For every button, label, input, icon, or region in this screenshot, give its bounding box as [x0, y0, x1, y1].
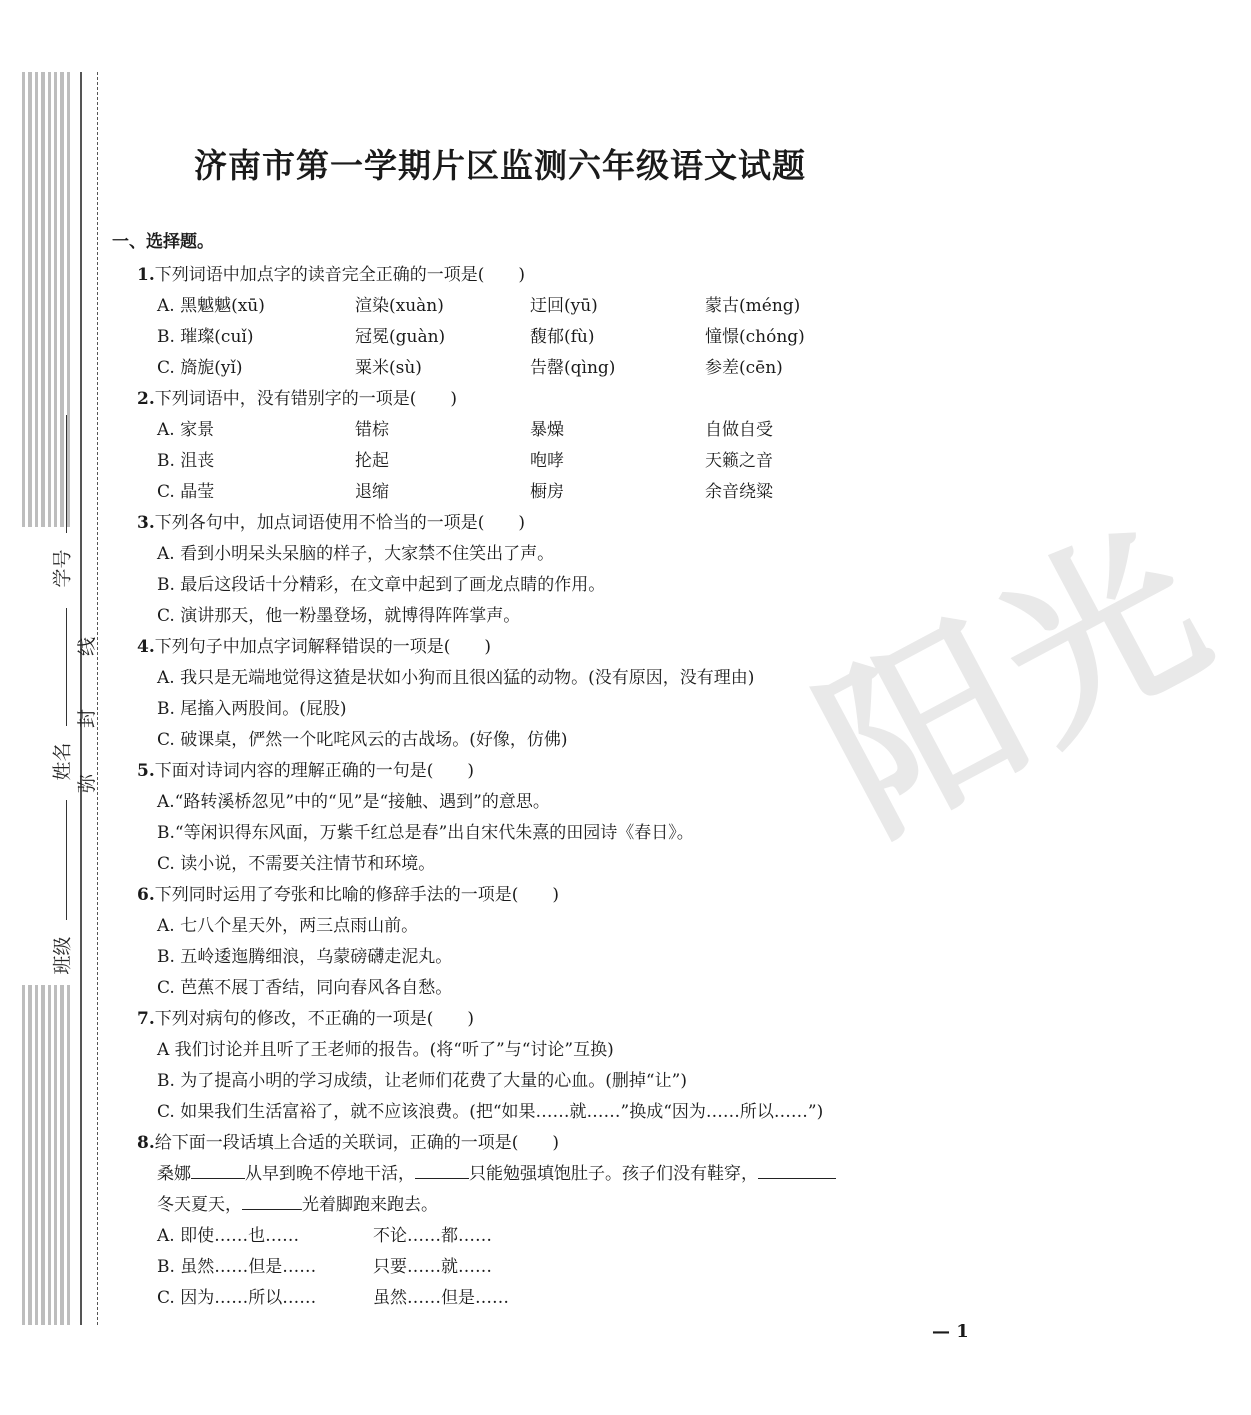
q4-option-a[interactable]: A. 我只是无端地觉得这猹是状如小狗而且很凶猛的动物。(没有原因，没有理由)	[157, 668, 755, 688]
cut-line-char-2: 封	[76, 708, 99, 729]
page-title: 济南市第一学期片区监测六年级语文试题	[194, 146, 806, 185]
name-label: 姓名	[51, 742, 74, 781]
q6-option-b[interactable]: B. 五岭逶迤腾细浪，乌蒙磅礴走泥丸。	[157, 947, 453, 967]
question-1: 1.下列词语中加点字的读音完全正确的一项是( )	[137, 265, 526, 285]
q5-option-c[interactable]: C. 读小说，不需要关注情节和环境。	[157, 854, 436, 874]
section-heading: 一、选择题。	[112, 232, 214, 252]
q5-option-b[interactable]: B.“等闲识得东风面，万紫千红总是春”出自宋代朱熹的田园诗《春日》。	[157, 823, 694, 843]
q1-option-row-c[interactable]: C. 旖旎(yǐ) 粟米(sù) 告罄(qìng) 参差(cēn)	[157, 358, 783, 378]
q1-option-row-a[interactable]: A. 黑魆魆(xū) 渲染(xuàn) 迂回(yū) 蒙古(méng)	[157, 296, 801, 316]
q5-option-a[interactable]: A.“路转溪桥忽见”中的“见”是“接触、遇到”的意思。	[157, 792, 550, 812]
q8-blank-4[interactable]	[242, 1191, 302, 1210]
q8-option-a[interactable]: A. 即使……也…… 不论……都……	[157, 1226, 492, 1246]
class-label: 班级	[51, 936, 74, 975]
q8-option-b[interactable]: B. 虽然……但是…… 只要……就……	[157, 1257, 492, 1277]
q8-blank-3[interactable]	[758, 1160, 836, 1179]
student-id-label: 学号	[51, 549, 74, 588]
question-5: 5.下面对诗词内容的理解正确的一句是( )	[137, 761, 475, 781]
question-7: 7.下列对病句的修改，不正确的一项是( )	[137, 1009, 475, 1029]
q3-option-b[interactable]: B. 最后这段话十分精彩，在文章中起到了画龙点睛的作用。	[157, 575, 606, 595]
question-4: 4.下列句子中加点字词解释错误的一项是( )	[137, 637, 492, 657]
question-2: 2.下列词语中，没有错别字的一项是( )	[137, 389, 458, 409]
name-blank[interactable]	[66, 608, 67, 726]
seal-dashed-line	[97, 72, 98, 1325]
question-8: 8.给下面一段话填上合适的关联词，正确的一项是( )	[137, 1133, 560, 1153]
q6-option-a[interactable]: A. 七八个星天外，两三点雨山前。	[157, 916, 419, 936]
q8-passage-line-2: 冬天夏天， 光着脚跑来跑去。	[112, 1190, 972, 1221]
watermark: 阳光	[789, 489, 1247, 873]
q4-option-c[interactable]: C. 破课桌，俨然一个叱咤风云的古战场。(好像，仿佛)	[157, 730, 568, 750]
exam-content	[112, 228, 972, 1314]
page-number: — 1	[932, 1321, 969, 1342]
cut-line-char-1: 线	[76, 636, 99, 657]
q7-option-a[interactable]: A 我们讨论并且听了王老师的报告。(将“听了”与“讨论”互换)	[157, 1040, 614, 1060]
q4-option-b[interactable]: B. 尾搐入两股间。(屁股)	[157, 699, 347, 719]
q2-option-row-c[interactable]: C. 晶莹 退缩 橱房 余音绕粱	[157, 482, 773, 502]
q3-option-c[interactable]: C. 演讲那天，他一粉墨登场，就博得阵阵掌声。	[157, 606, 521, 626]
q7-option-b[interactable]: B. 为了提高小明的学习成绩，让老师们花费了大量的心血。(删掉“让”)	[157, 1071, 687, 1091]
q8-passage-line-1: 桑娜 从早到晚不停地干活， 只能勉强填饱肚子。孩子们没有鞋穿，	[112, 1159, 972, 1190]
q8-blank-2[interactable]	[415, 1160, 469, 1179]
q1-option-row-b[interactable]: B. 璀璨(cuǐ) 冠冕(guàn) 馥郁(fù) 憧憬(chóng)	[157, 327, 805, 347]
student-id-blank[interactable]	[66, 415, 67, 533]
q2-option-row-a[interactable]: A. 家景 错棕 暴燥 自做自受	[157, 420, 773, 440]
q2-option-row-b[interactable]: B. 沮丧 抡起 咆哮 天籁之音	[157, 451, 773, 471]
cut-line-char-3: 弥	[76, 773, 99, 794]
question-3: 3.下列各句中，加点词语使用不恰当的一项是( )	[137, 513, 526, 533]
q6-option-c[interactable]: C. 芭蕉不展丁香结，同向春风各自愁。	[157, 978, 453, 998]
q8-option-c[interactable]: C. 因为……所以…… 虽然……但是……	[157, 1288, 509, 1308]
class-blank[interactable]	[66, 800, 67, 920]
q3-option-a[interactable]: A. 看到小明呆头呆脑的样子，大家禁不住笑出了声。	[157, 544, 555, 564]
margin-stripes-bottom	[22, 985, 70, 1325]
q8-blank-1[interactable]	[191, 1160, 245, 1179]
q7-option-c[interactable]: C. 如果我们生活富裕了，就不应该浪费。(把“如果……就……”换成“因为……所以……”)	[157, 1102, 824, 1122]
question-6: 6.下列同时运用了夸张和比喻的修辞手法的一项是( )	[137, 885, 560, 905]
margin-rule	[80, 72, 82, 1325]
